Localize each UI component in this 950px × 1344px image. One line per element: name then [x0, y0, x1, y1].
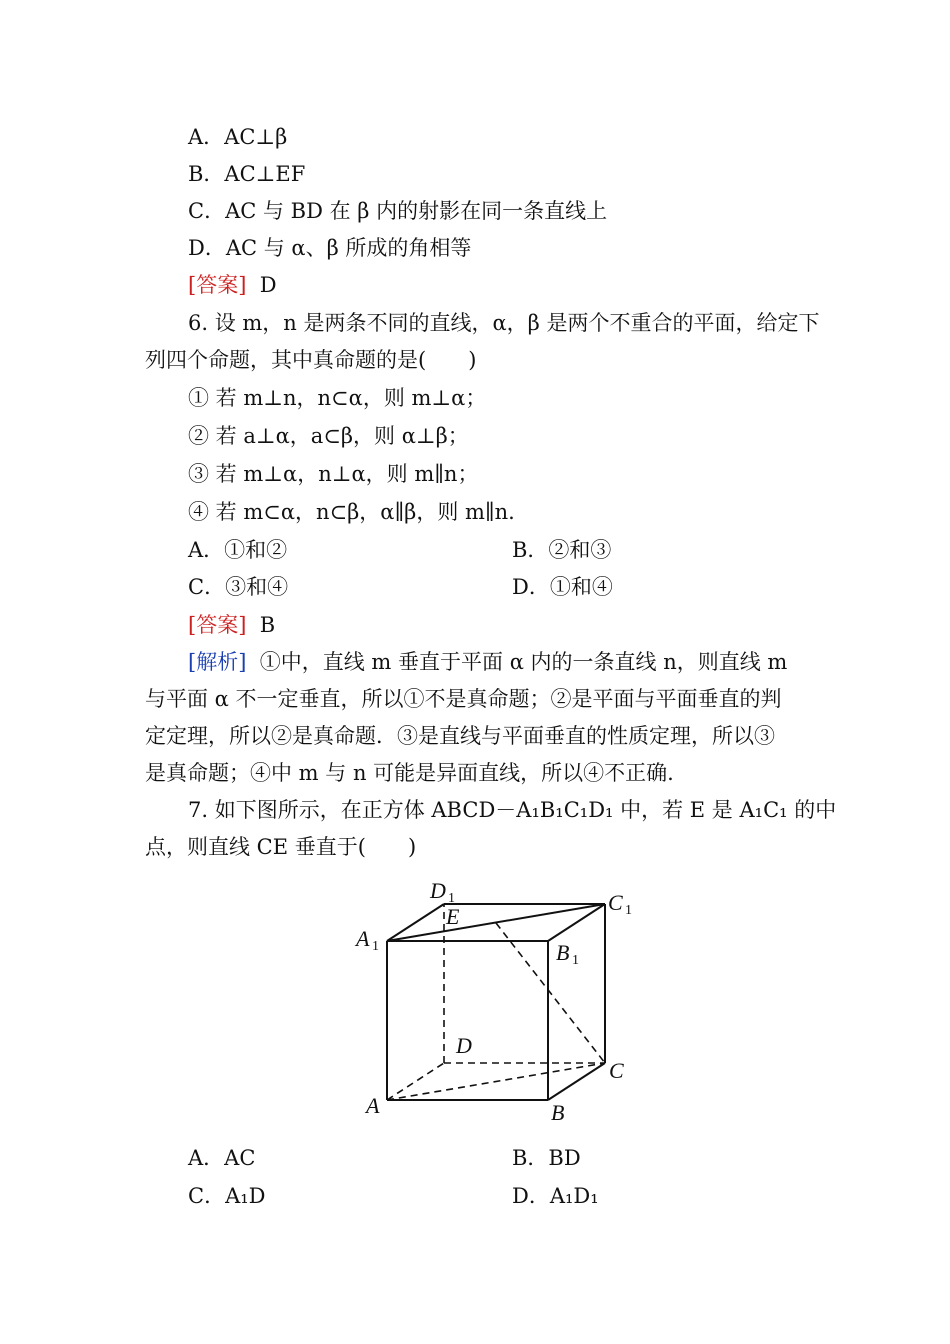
cube-figure [350, 868, 650, 1138]
label-a: A [366, 1093, 380, 1118]
q6-option-c: C．③和④ [188, 575, 289, 599]
label-b1-sub: 1 [572, 953, 579, 968]
q5-option-c: C．AC 与 BD 在 β 内的射影在同一条直线上 [188, 199, 608, 223]
segment-c-e [496, 923, 605, 1063]
answer-tag: [答案] [188, 273, 247, 297]
answer-value: B [259, 613, 276, 637]
q5-option-d: D．AC 与 α、β 所成的角相等 [188, 236, 472, 260]
label-d1-sub: 1 [448, 891, 455, 906]
label-b: B [551, 1100, 565, 1125]
answer-tag: [答案] [188, 613, 247, 637]
diag-a-c [387, 1063, 605, 1100]
q6-option-a: A．①和② [188, 538, 288, 562]
analysis-tag: [解析] [188, 650, 247, 674]
analysis-text: ①中，直线 m 垂直于平面 α 内的一条直线 n，则直线 m [259, 650, 788, 674]
q6-prop-2: ② 若 a⊥α，a⊂β，则 α⊥β； [188, 424, 469, 448]
q6-prop-3: ③ 若 m⊥α，n⊥α，则 m∥n； [188, 462, 479, 486]
q7-stem-line1: 7. 如下图所示，在正方体 ABCD－A₁B₁C₁D₁ 中，若 E 是 A₁C₁ 的中 [188, 798, 837, 822]
q7-option-c: C．A₁D [188, 1184, 266, 1208]
q6-analysis-line2: 与平面 α 不一定垂直，所以①不是真命题；②是平面与平面垂直的判 [145, 687, 782, 711]
label-a1: A [356, 926, 370, 951]
q5-answer [188, 271, 277, 299]
q6-stem-line2: 列四个命题，其中真命题的是( ) [145, 348, 477, 372]
q6-option-b: B．②和③ [512, 538, 612, 562]
q5-option-b: B．AC⊥EF [188, 162, 306, 186]
q7-option-b: B．BD [512, 1146, 581, 1170]
q6-analysis-line1 [188, 648, 787, 676]
q7-option-a: A．AC [188, 1146, 256, 1170]
label-d1: D [430, 878, 446, 903]
label-c: C [609, 1058, 624, 1083]
q6-answer [188, 611, 275, 639]
q5-option-a: A．AC⊥β [188, 125, 288, 149]
label-a1-sub: 1 [372, 939, 379, 954]
q6-stem-line1: 6. 设 m，n 是两条不同的直线，α，β 是两个不重合的平面，给定下 [188, 311, 820, 335]
q6-analysis-line3: 定定理，所以②是真命题．③是直线与平面垂直的性质定理，所以③ [145, 724, 775, 748]
q7-stem-line2: 点，则直线 CE 垂直于( ) [145, 835, 417, 859]
diag-a1-c1 [387, 904, 605, 941]
cube-diagram [350, 868, 650, 1138]
label-d: D [456, 1033, 472, 1058]
q7-option-d: D．A₁D₁ [512, 1184, 599, 1208]
q6-prop-1: ① 若 m⊥n，n⊂α，则 m⊥α； [188, 386, 487, 410]
label-b1: B [556, 940, 570, 965]
q6-prop-4: ④ 若 m⊂α，n⊂β，α∥β，则 m∥n. [188, 500, 515, 524]
label-e: E [446, 904, 460, 929]
label-c1: C [608, 890, 623, 915]
label-c1-sub: 1 [625, 903, 632, 918]
q6-analysis-line4: 是真命题；④中 m 与 n 可能是异面直线，所以④不正确. [145, 761, 674, 785]
q6-option-d: D．①和④ [512, 575, 613, 599]
answer-value: D [259, 273, 277, 297]
